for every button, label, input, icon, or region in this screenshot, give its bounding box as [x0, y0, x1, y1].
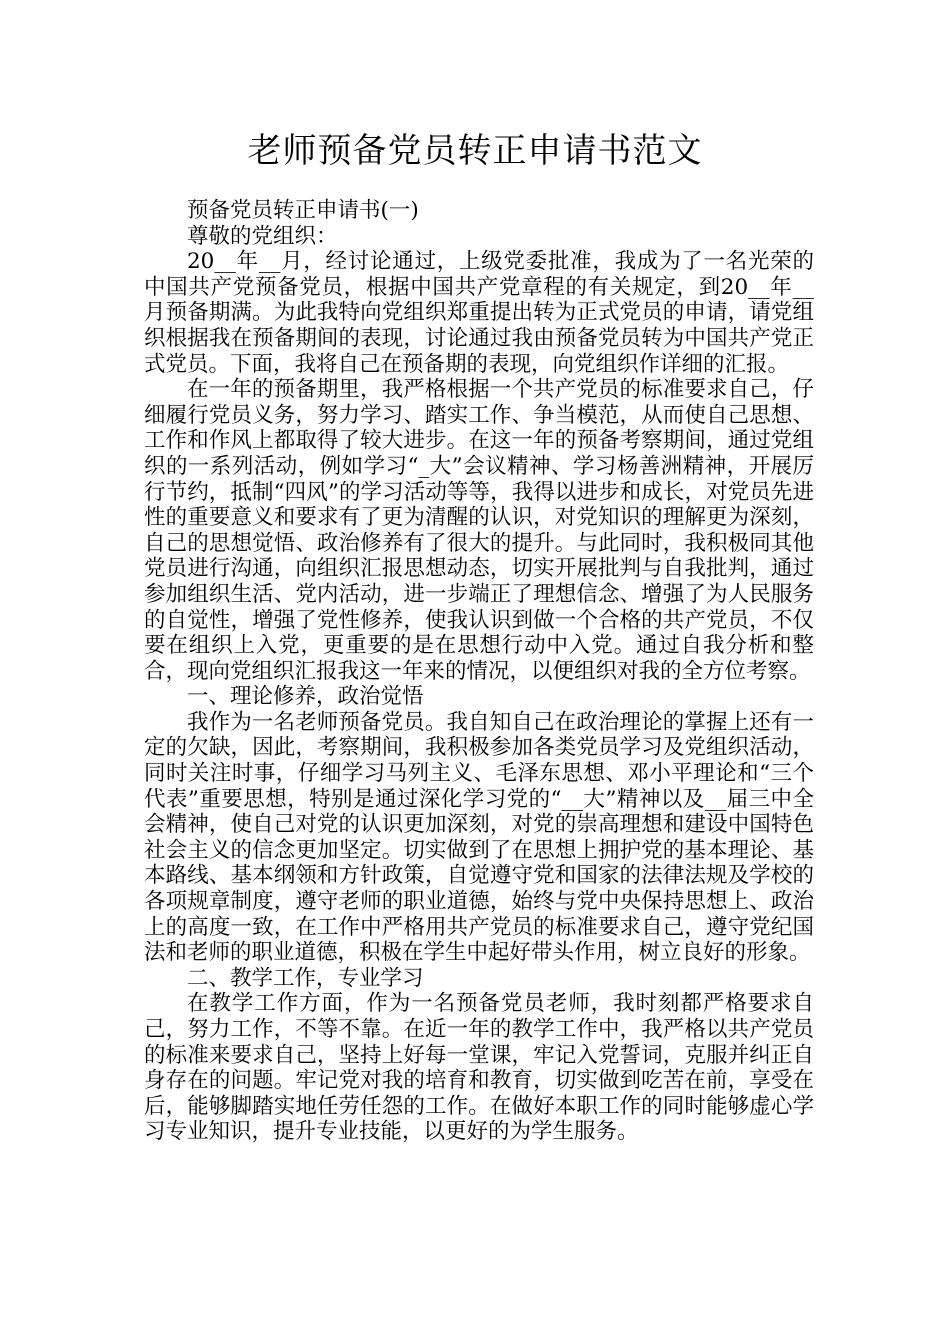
paragraph-probation-summary: 在一年的预备期里，我严格根据一个共产党员的标准要求自己，仔细履行党员义务，努力学习、踏实工作、争当模范，从而使自己思想、工作和作风上都取得了较大进步。在这一年的预备考察期间，通过党组织的一系列活动，例如学习“_大”会议精神、学习杨善洲精神，开展厉行节约，抵制“四风”的学习活动等等，我得以进步和成长，对党员先进性的重要意义和要求有了更为清醒的认识，对党知识的理解更为深刻，自己的思想觉悟、政治修养有了很大的提升。与此同时，我积极同其他党员进行沟通，向组织汇报思想动态，切实开展批判与自我批判，通过参加组织生活、党内活动，进一步端正了理想信念、增强了为人民服务的自觉性，增强了党性修养，使我认识到做一个合格的共产党员，不仅要在组织上入党，更重要的是在思想行动中入党。通过自我分析和整合，现向党组织汇报我这一年来的情况，以便组织对我的全方位考察。 [144, 377, 814, 684]
paragraph-teaching: 在教学工作方面，作为一名预备党员老师，我时刻都严格要求自己，努力工作，不等不靠。在近一年的教学工作中，我严格以共产党员的标准来要求自己，坚持上好每一堂课，牢记入党誓词，克服并纠正自身存在的问题。牢记党对我的培育和教育，切实做到吃苦在前，享受在后，能够脚踏实地任劳任怨的工作。在做好本职工作的同时能够虚心学习专业知识，提升专业技能，以更好的为学生服务。 [144, 991, 814, 1145]
section-heading-theory: 一、理论修养，政治觉悟 [187, 684, 424, 710]
document-title: 老师预备党员转正申请书范文 [247, 131, 703, 171]
salutation: 尊敬的党组织： [187, 223, 338, 249]
section-heading-teaching: 二、教学工作，专业学习 [187, 965, 424, 991]
paragraph-intro: 20__年__月，经讨论通过，上级党委批准，我成为了一名光荣的中国共产党预备党员，根据中国共产党章程的有关规定，到20__年__月预备期满。为此我特向党组织郑重提出转为正式党员的申请，请党组织根据我在预备期间的表现，讨论通过我由预备党员转为中国共产党正式党员。下面，我将自己在预备期的表现，向党组织作详细的汇报。 [144, 249, 814, 377]
section-subtitle: 预备党员转正申请书(一) [187, 198, 419, 223]
paragraph-theory: 我作为一名老师预备党员。我自知自己在政治理论的掌握上还有一定的欠缺，因此，考察期间，我积极参加各类党员学习及党组织活动，同时关注时事，仔细学习马列主义、毛泽东思想、邓小平理论和“三个代表”重要思想，特别是通过深化学习党的“__大”精神以及__届三中全会精神，使自己对党的认识更加深刻，对党的崇高理想和建设中国特色社会主义的信念更加坚定。切实做到了在思想上拥护党的基本理论、基本路线、基本纲领和方针政策，自觉遵守党和国家的法律法规及学校的各项规章制度，遵守老师的职业道德，始终与党中央保持思想上、政治上的高度一致，在工作中严格用共产党员的标准要求自己，遵守党纪国法和老师的职业道德，积极在学生中起好带头作用，树立良好的形象。 [144, 709, 814, 966]
document-body [144, 198, 814, 1145]
